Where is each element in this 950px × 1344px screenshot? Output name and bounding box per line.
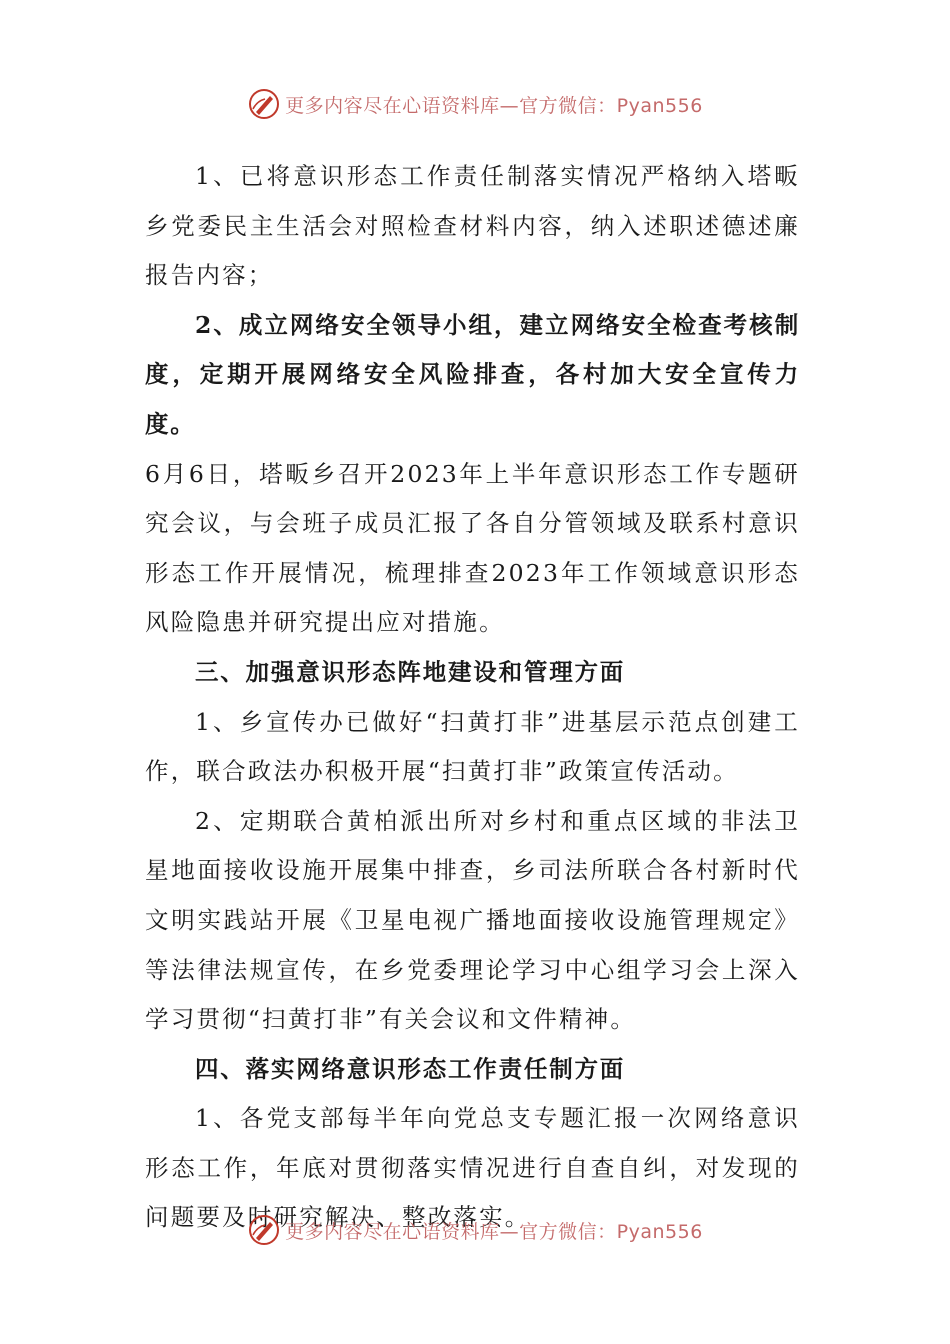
pen-logo-icon bbox=[247, 87, 281, 121]
pen-logo-icon bbox=[247, 1213, 281, 1247]
paragraph-2-bold: 2、成立网络安全领导小组，建立网络安全检查考核制度，定期开展网络安全风险排查，各村加大安全宣传力度。 bbox=[145, 310, 800, 438]
section-heading-4: 四、落实网络意识形态工作责任制方面 bbox=[195, 1054, 626, 1083]
section-heading-3: 三、加强意识形态阵地建设和管理方面 bbox=[195, 657, 626, 686]
footer-watermark-banner bbox=[0, 1210, 950, 1250]
watermark-text: 更多内容尽在心语资料库—官方微信：Pyan556 bbox=[285, 1220, 703, 1243]
paragraph-5: 2、定期联合黄柏派出所对乡村和重点区域的非法卫星地面接收设施开展集中排查，乡司法所联合各村新时代文明实践站开展《卫星电视广播地面接收设施管理规定》等法律法规宣传，在乡党委理论学习中心组学习会上深入学习贯彻“扫黄打非”有关会议和文件精神。 bbox=[145, 806, 800, 1034]
paragraph-6: 1、各党支部每半年向党总支专题汇报一次网络意识形态工作，年底对贯彻落实情况进行自查自纠，对发现的问题要及时研究解决、整改落实。 bbox=[145, 1104, 800, 1232]
paragraph-4: 1、乡宣传办已做好“扫黄打非”进基层示范点创建工作，联合政法办积极开展“扫黄打非”政策宣传活动。 bbox=[145, 707, 800, 786]
header-watermark-banner bbox=[0, 84, 950, 124]
paragraph-1: 1、已将意识形态工作责任制落实情况严格纳入塔畈乡党委民主生活会对照检查材料内容，纳入述职述德述廉报告内容； bbox=[145, 162, 800, 290]
document-body bbox=[145, 152, 800, 1243]
watermark-text: 更多内容尽在心语资料库—官方微信：Pyan556 bbox=[285, 94, 703, 117]
paragraph-3: 6月6日，塔畈乡召开2023年上半年意识形态工作专题研究会议，与会班子成员汇报了各自分管领域及联系村意识形态工作开展情况，梳理排查2023年工作领域意识形态风险隐患并研究提出应对措施。 bbox=[145, 459, 800, 637]
